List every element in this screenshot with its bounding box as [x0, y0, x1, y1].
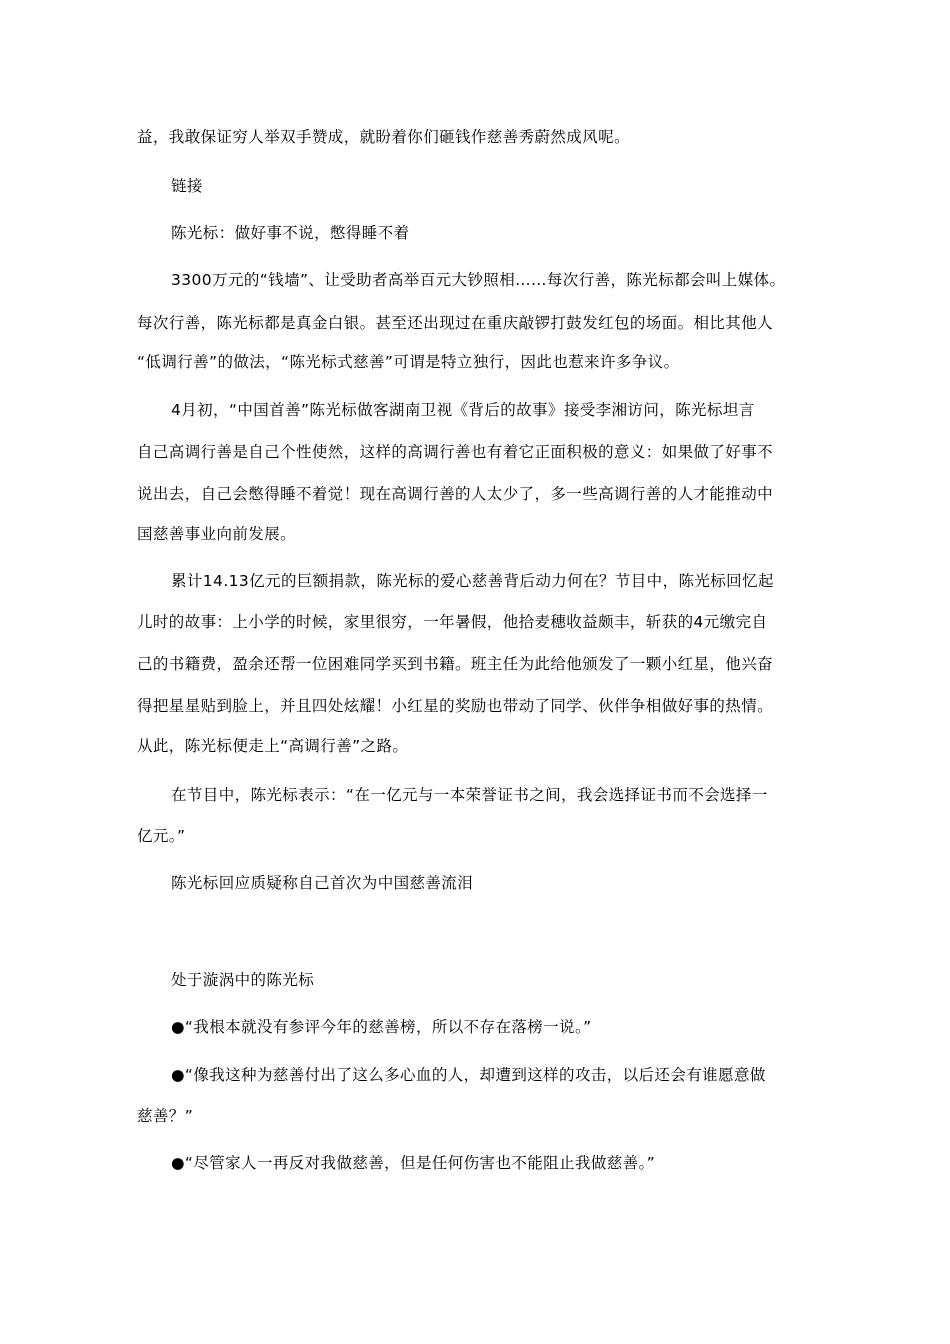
paragraph-line: 儿时的故事：上小学的时候，家里很穷，一年暑假，他拾麦穗收益颇丰，斩获的4元缴完自 — [137, 613, 768, 631]
subheading: 处于漩涡中的陈光标 — [171, 971, 315, 989]
paragraph-line: 4月初，“中国首善”陈光标做客湖南卫视《背后的故事》接受李湘访问，陈光标坦言 — [171, 401, 755, 419]
article-title: 陈光标：做好事不说，憋得睡不着 — [171, 224, 410, 242]
bullet-quote: ●“像我这种为慈善付出了这么多心血的人，却遭到这样的攻击，以后还会有谁愿意做 — [171, 1066, 766, 1084]
paragraph-line: 累计14.13亿元的巨额捐款，陈光标的爱心慈善背后动力何在？节目中，陈光标回忆起 — [171, 572, 774, 590]
paragraph-line: 说出去，自己会憋得睡不着觉！现在高调行善的人太少了，多一些高调行善的人才能推动中 — [137, 485, 774, 503]
paragraph-line: 国慈善事业向前发展。 — [137, 525, 297, 543]
bullet-quote: ●“尽管家人一再反对我做慈善，但是任何伤害也不能阻止我做慈善。” — [171, 1154, 656, 1172]
paragraph-line: 己的书籍费，盈余还帮一位困难同学买到书籍。班主任为此给他颁发了一颗小红星，他兴奋 — [137, 655, 774, 673]
subheading: 陈光标回应质疑称自己首次为中国慈善流泪 — [171, 874, 474, 892]
bullet-quote-continuation: 慈善？” — [137, 1107, 194, 1125]
paragraph-line: “低调行善”的做法，“陈光标式慈善”可谓是特立独行，因此也惹来许多争议。 — [137, 353, 680, 371]
paragraph-line: 益，我敢保证穷人举双手赞成，就盼着你们砸钱作慈善秀蔚然成风呢。 — [137, 128, 630, 146]
section-heading-link: 链接 — [171, 177, 203, 195]
paragraph-line: 从此，陈光标便走上“高调行善”之路。 — [137, 737, 409, 755]
paragraph-line: 自己高调行善是自己个性使然，这样的高调行善也有着它正面积极的意义：如果做了好事不 — [137, 443, 774, 461]
paragraph-line: 亿元。” — [137, 827, 186, 845]
bullet-quote: ●“我根本就没有参评今年的慈善榜，所以不存在落榜一说。” — [171, 1018, 592, 1036]
paragraph-line: 每次行善，陈光标都是真金白银。甚至还出现过在重庆敲锣打鼓发红包的场面。相比其他人 — [137, 314, 774, 332]
paragraph-line: 在节目中，陈光标表示：“在一亿元与一本荣誉证书之间，我会选择证书而不会选择一 — [171, 786, 768, 804]
paragraph-line: 3300万元的“钱墙”、让受助者高举百元大钞照相……每次行善，陈光标都会叫上媒体。 — [171, 271, 786, 289]
paragraph-line: 得把星星贴到脸上，并且四处炫耀！小红星的奖励也带动了同学、伙伴争相做好事的热情。 — [137, 697, 774, 715]
